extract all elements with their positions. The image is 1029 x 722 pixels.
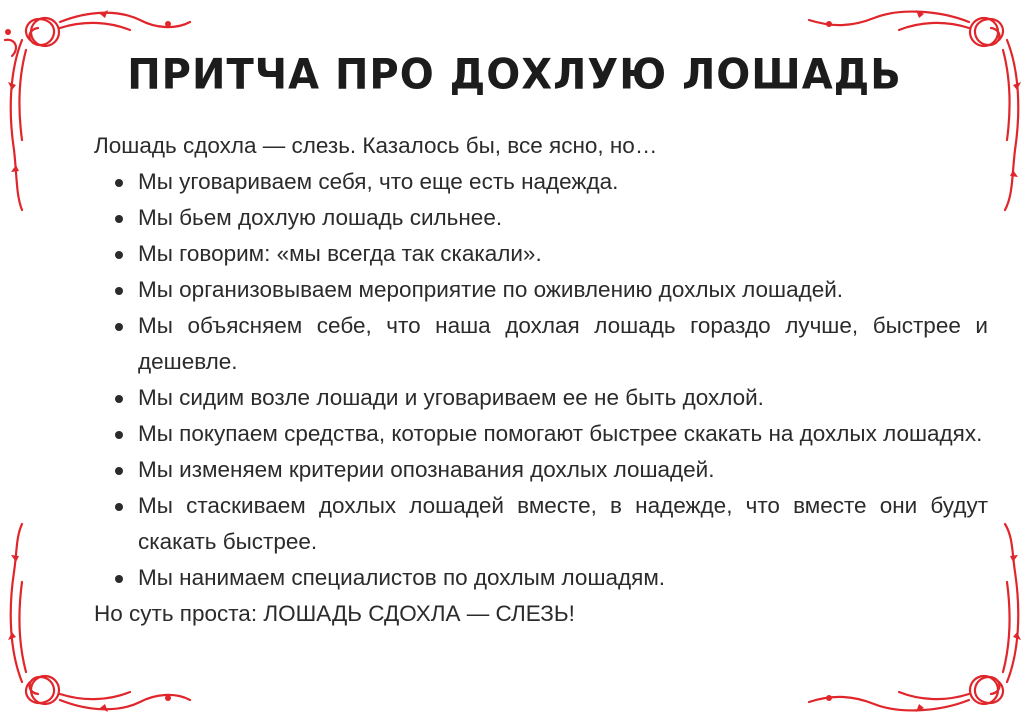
list-item: Мы бьем дохлую лошадь сильнее. xyxy=(94,200,988,236)
list-item: Мы нанимаем специалистов по дохлым лошадям. xyxy=(94,560,988,596)
poster-title: ПРИТЧА ПРО ДОХЛУЮ ЛОШАДЬ xyxy=(127,50,902,100)
list-item: Мы сидим возле лошади и уговариваем ее не быть дохлой. xyxy=(94,380,988,416)
parable-text xyxy=(94,128,1029,632)
intro-line: Лошадь сдохла — слезь. Казалось бы, все ясно, но… xyxy=(94,133,658,158)
list-item: Мы стаскиваем дохлых лошадей вместе, в надежде, что вместе они будут скакать быстрее. xyxy=(94,488,988,560)
list-item: Мы организовываем мероприятие по оживлению дохлых лошадей. xyxy=(94,272,988,308)
list-item: Мы объясняем себе, что наша дохлая лошадь гораздо лучше, быстрее и дешевле. xyxy=(94,308,988,380)
list-item: Мы говорим: «мы всегда так скакали». xyxy=(94,236,988,272)
list-item: Мы покупаем средства, которые помогают быстрее скакать на дохлых лошадях. xyxy=(94,416,988,452)
conclusion-line: Но суть проста: ЛОШАДЬ СДОХЛА — СЛЕЗЬ! xyxy=(94,601,575,626)
list-item: Мы изменяем критерии опознавания дохлых лошадей. xyxy=(94,452,988,488)
list-item: Мы уговариваем себя, что еще есть надежда. xyxy=(94,164,988,200)
bullet-list xyxy=(94,164,1029,596)
